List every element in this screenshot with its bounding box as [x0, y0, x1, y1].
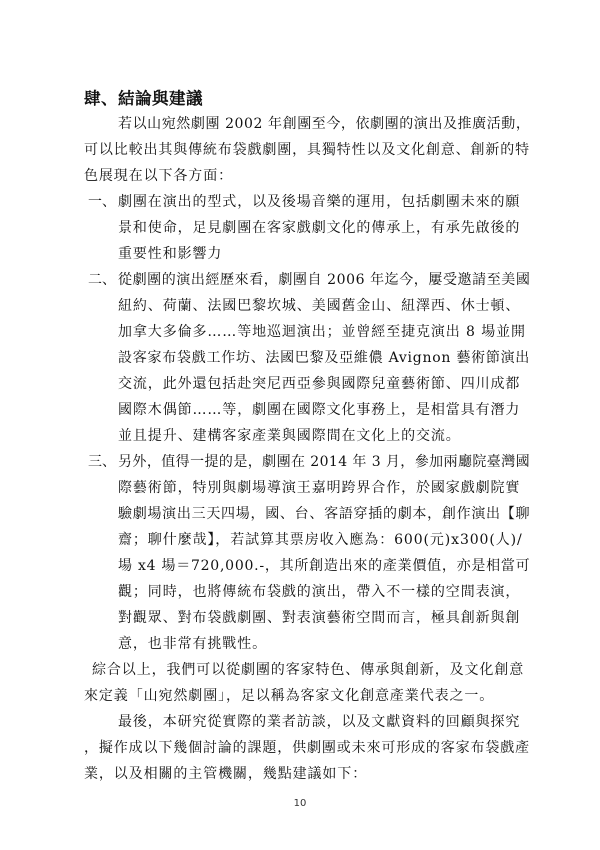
intro-line: 可以比較出其與傳統布袋戲劇團，具獨特性以及文化創意、創新的特 — [84, 142, 530, 158]
intro-line: 色展現在以下各方面： — [84, 168, 233, 184]
closing-line: 業，以及相關的主管機關，幾點建議如下： — [84, 766, 368, 782]
list-item-line: 齋；聊什麼哉】，若試算其票房收入應為：600(元)x300(人)/ — [118, 532, 523, 548]
list-item-line: 劇團在演出的型式，以及後場音樂的運用，包括劇團未來的願 — [118, 194, 521, 210]
closing-line: ，擬作成以下幾個討論的課題，供劇團或未來可形成的客家布袋戲產 — [84, 740, 530, 756]
list-item-line: 紐約、荷蘭、法國巴黎坎城、美國舊金山、紐澤西、休士頓、 — [118, 298, 521, 314]
list-item-line: 設客家布袋戲工作坊、法國巴黎及亞維儂 Avignon 藝術節演出 — [118, 350, 531, 366]
closing-line: 最後，本研究從實際的業者訪談，以及文獻資料的回顧與探究 — [118, 714, 521, 730]
page-number: 10 — [293, 798, 307, 809]
list-item-line: 並且提升、建構客家產業與國際間在文化上的交流。 — [118, 428, 461, 444]
list-item-marker: 三、 — [88, 454, 116, 470]
list-item-marker: 二、 — [88, 272, 116, 288]
intro-line: 若以山宛然劇團 2002 年創團至今，依劇團的演出及推廣活動， — [118, 116, 531, 132]
list-item-line: 從劇團的演出經歷來看，劇團自 2006 年迄今，屢受邀請至美國 — [118, 272, 531, 288]
list-item-line: 重要性和影響力 — [118, 246, 223, 262]
list-item-line: 場 x4 場＝720,000.-，其所創造出來的產業價值，亦是相當可 — [118, 558, 531, 574]
list-item-line: 驗劇場演出三天四場，國、台、客語穿插的劇本，創作演出【聊 — [118, 506, 531, 522]
summary-line: 綜合以上，我們可以從劇團的客家特色、傳承與創新，及文化創意 — [92, 662, 525, 678]
list-item-line: 觀；同時，也將傳統布袋戲的演出，帶入不一樣的空間表演， — [118, 584, 521, 600]
list-item-line: 際藝術節，特別與劇場導演王嘉明跨界合作，於國家戲劇院實 — [118, 480, 521, 496]
list-item-marker: 一、 — [88, 194, 116, 210]
list-item-line: 國際木偶節……等，劇團在國際文化事務上，是相當具有潛力 — [118, 402, 521, 418]
summary-line: 來定義「山宛然劇團」，足以稱為客家文化創意產業代表之一。 — [84, 688, 495, 704]
section-heading: 肆、結論與建議 — [84, 89, 203, 108]
list-item-line: 對觀眾、對布袋戲劇團、對表演藝術空間而言，極具創新與創 — [118, 610, 521, 626]
list-item-line: 加拿大多倫多……等地巡迴演出；並曾經至捷克演出 8 場並開 — [118, 324, 526, 340]
list-item-line: 交流，此外還包括赴突尼西亞參與國際兒童藝術節、四川成都 — [118, 376, 521, 392]
list-item-line: 意，也非常有挑戰性。 — [118, 636, 267, 652]
list-item-line: 另外，值得一提的是，劇團在 2014 年 3 月，參加兩廳院臺灣國 — [118, 454, 531, 470]
list-item-line: 景和使命，足見劇團在客家戲劇文化的傳承上，有承先啟後的 — [118, 220, 521, 236]
